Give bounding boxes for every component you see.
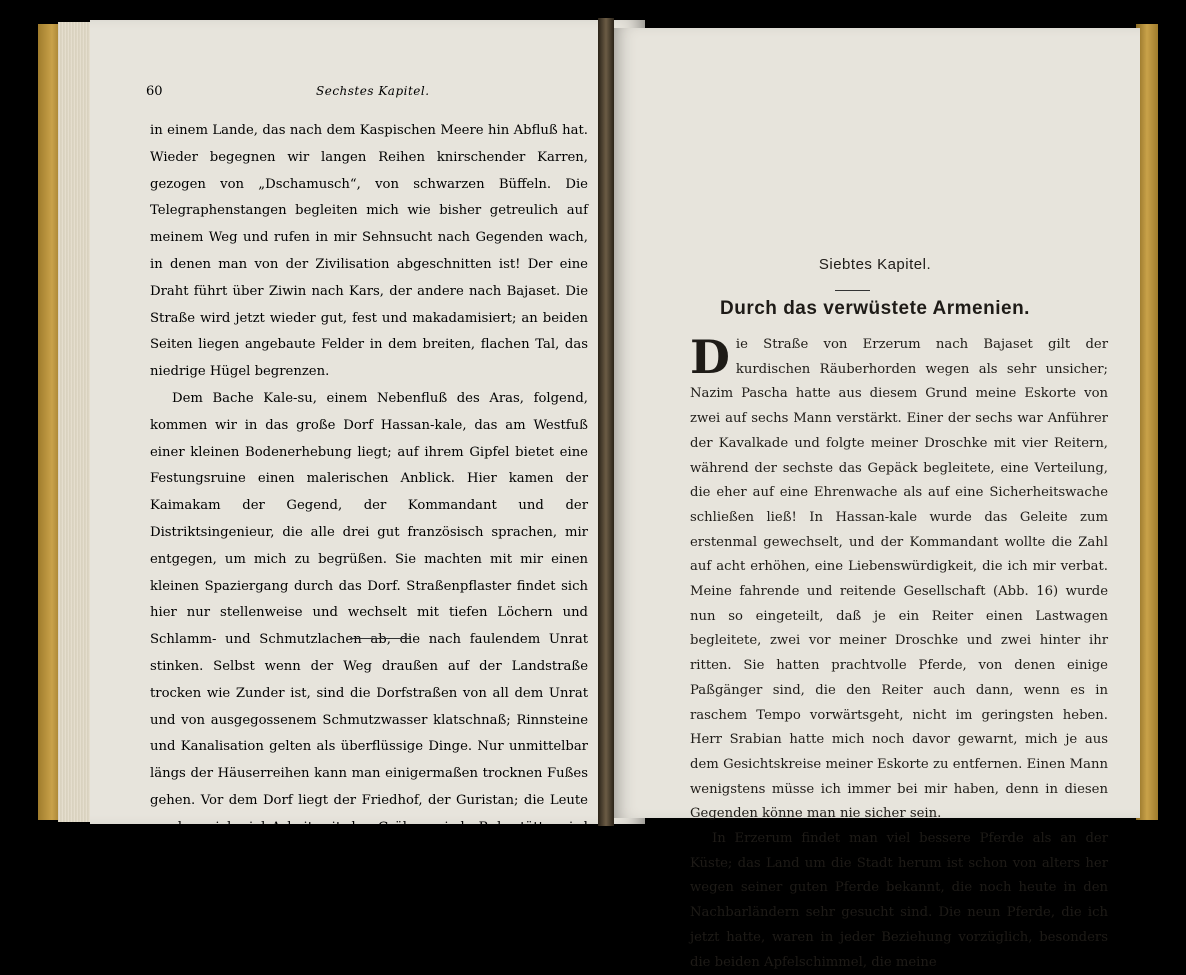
paragraph xyxy=(690,330,1108,827)
chapter-title: Durch das verwüstete Armenien. xyxy=(720,298,1030,319)
section-end-rule xyxy=(350,638,410,639)
left-page-body xyxy=(150,118,588,922)
book-gutter xyxy=(598,18,614,826)
chapter-label: Siebtes Kapitel. xyxy=(818,256,932,273)
chapter-rule xyxy=(835,290,870,291)
drop-cap: D xyxy=(690,330,730,384)
open-book xyxy=(38,18,1158,970)
right-page-body xyxy=(690,330,1108,975)
paragraph: Dem Bache Kale-su, einem Nebenfluß des Aras, folgend, kommen wir in das große Dorf Hassan-kale, das am Westfuß einer kleinen Bodenerhebung liegt; auf ihrem Gipfel bietet eine Festungsruine einen malerischen Anblick. Hier kamen der Kaimakam der Gegend, der Kommandant und der Distriktsingenieur, die alle drei gut französisch sprachen, mir entgegen, um mich zu begrüßen. Sie machten mit mir einen kleinen Spaziergang durch das Dorf. Straßenpflaster findet sich hier nur stellenweise und wechselt mit tiefen Löchern und Schlamm- und Schmutzlachen ab, die nach faulendem Unrat stinken. Selbst wenn der Weg draußen auf der Landstraße trocken wie Zunder ist, sind die Dorfstraßen von all dem Unrat und von ausgegossenem Schmutzwasser klatschnaß; Rinnsteine und Kanalisation gelten als überflüssige Dinge. Nur unmittelbar längs der Häuserreihen kann man einigermaßen trocknen Fußes gehen. Vor dem Dorf liegt der Friedhof, der Guristan; die Leute machen sich viel Arbeit mit den Gräbern; jede Ruhestätte wird mit zwei hohen, aufrechtstehenden Denksteinen geschmückt. Hassan-kale soll 7000 Einwohner und 400 Mann Garnison haben, hauptsächlich Kavallerie und eine Batterie. xyxy=(150,390,588,916)
right-page xyxy=(610,28,1140,970)
paragraph: in einem Lande, das nach dem Kaspischen Meere hin Abfluß hat. Wieder begegnen wir langen Reihen knirschender Karren, gezogen von „Dschamusch“, von schwarzen Büffeln. Die Telegraphenstangen begleiten mich wie bisher getreulich auf meinem Weg und rufen in mir Sehnsucht nach Gegenden wach, in denen man von der Zivilisation abgeschnitten ist! Der eine Draht führt über Ziwin nach Kars, der andere nach Bajaset. Die Straße wird jetzt wieder gut, fest und makadamisiert; an beiden Seiten liegen angebaute Felder in dem breiten, flachen Tal, das niedrige Hügel begrenzen. xyxy=(150,123,588,380)
paragraph-text: ie Straße von Erzerum nach Bajaset gilt der kurdischen Räuberhorden wegen als sehr unsicher; Nazim Pascha hatte aus diesem Grund meine Eskorte von zwei auf sechs Mann verstärkt. Einer der sechs war Anführer der Kavalkade und folgte meiner Droschke mit vier Reitern, während der sechste das Gepäck begleitete, eine Verteilung, die eher auf eine Ehrenwache als auf eine Sicherheitswache schließen ließ! In Hassan-kale wurde das Geleite zum erstenmal gewechselt, und der Kommandant wollte die Zahl auf acht erhöhen, eine Liebenswürdigkeit, die ich mir verbat. Meine fahrende und reitende Gesellschaft (Abb. 16) wurde nun so eingeteilt, daß je ein Reiter einen Lastwagen begleitete, zwei vor meiner Droschke und zwei hinter ihr ritten. Sie hatten prachtvolle Pferde, von denen einige Paßgänger sind, die den Reiter auch dann, wenn es in raschem Tempo vorwärtsgeht, nicht im geringsten heben. Herr Srabian hatte mich noch davor gewarnt, mich je aus dem Gesichtskreise meiner Eskorte zu entfernen. Einen Mann wenigstens müsse ich immer bei mir haben, denn in diesen Gegenden könne man nie sicher sein. xyxy=(690,337,1108,822)
page-number: 60 xyxy=(146,84,163,99)
paragraph: In Erzerum findet man viel bessere Pferde als an der Küste; das Land um die Stadt herum ist schon von alters her wegen seiner guten Pferde bekannt, die noch heute in den Nachbarländern sehr gesucht sind. Die neun Pferde, die ich jetzt hatte, waren in jeder Beziehung vorzüglich, besonders die beiden Apfelschimmel, die meine xyxy=(690,831,1108,970)
running-head: Sechstes Kapitel. xyxy=(316,84,430,98)
